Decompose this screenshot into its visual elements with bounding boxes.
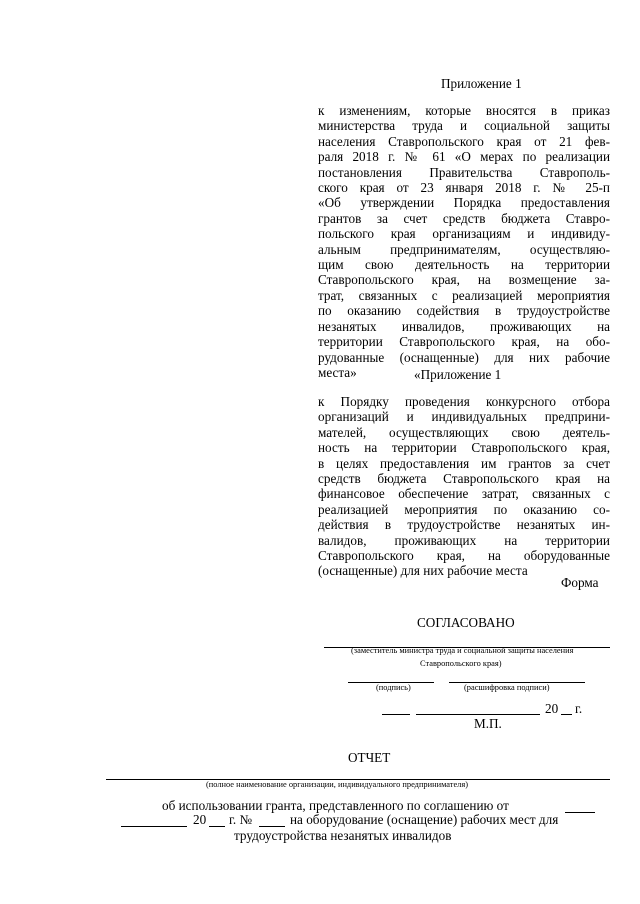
appendix1-order-heading: «Приложение 1 <box>414 367 502 382</box>
appendix1-order-line: мателей, осуществляющих свою деятель- <box>318 424 610 440</box>
appendix1-heading: Приложение 1 <box>441 76 522 91</box>
appendix1-line: польского края организациям и индивиду- <box>318 226 610 242</box>
approval-title: СОГЛАСОВАНО <box>417 615 515 630</box>
approval-decode-caption: (расшифровка подписи) <box>464 683 550 692</box>
approval-date-year: 20 <box>545 701 559 716</box>
appendix1-order-line: ность на территории Ставропольского края, <box>318 440 610 456</box>
appendix1-body <box>318 103 610 380</box>
appendix1-line: трат, связанных с реализацией мероприятия <box>318 287 610 303</box>
report-agreement-number-line <box>259 826 285 827</box>
report-line2-rest: на оборудование (оснащение) рабочих мест для <box>290 812 559 827</box>
approval-position-caption: Ставропольского края) <box>420 659 502 668</box>
approval-stamp: М.П. <box>474 716 502 731</box>
appendix1-line: по оказанию содействия в трудоустройстве <box>318 303 610 319</box>
appendix1-order-line: организаций и индивидуальных предприни- <box>318 409 610 425</box>
appendix1-order-line: в целях предоставления им грантов за счет <box>318 455 610 471</box>
report-agreement-year-line <box>209 826 225 827</box>
approval-date-day-line <box>382 714 410 715</box>
appendix1-order-line: действия в трудоустройстве незанятых ин- <box>318 517 610 533</box>
approval-position-caption: (заместитель министра труда и социальной защиты населения <box>351 646 574 655</box>
approval-date-year-line <box>561 714 572 715</box>
appendix1-order-line: (оснащенные) для них рабочие места <box>318 563 528 579</box>
report-line3-text: трудоустройства незанятых инвалидов <box>234 828 452 843</box>
appendix1-line: рудованные (оснащенные) для них рабочие <box>318 349 610 365</box>
appendix1-order-line: валидов, проживающих на территории <box>318 532 610 548</box>
appendix1-line: «Об утверждении Порядка предоставления <box>318 195 610 211</box>
appendix1-order-line: финансовое обеспечение затрат, связанных с <box>318 486 610 502</box>
report-agreement-date-line <box>565 812 595 813</box>
appendix1-line: министерства труда и социальной защиты <box>318 118 610 134</box>
report-line2-year: 20 <box>193 812 207 827</box>
report-org-caption: (полное наименование организации, индивидуального предпринимателя) <box>206 780 469 789</box>
appendix1-line: места» <box>318 364 357 380</box>
report-line2-number-label: г. № <box>229 812 253 827</box>
approval-date-month-line <box>416 714 540 715</box>
appendix1-order-line: реализацией мероприятия по оказанию со- <box>318 501 610 517</box>
appendix1-line: незанятых инвалидов, проживающих на <box>318 318 610 334</box>
appendix1-line: постановления Правительства Ставрополь- <box>318 164 610 180</box>
appendix1-line: раля 2018 г. № 61 «О мерах по реализации <box>318 149 610 165</box>
appendix1-order-line: средств бюджета Ставропольского края на <box>318 471 610 487</box>
appendix1-order-line: к Порядку проведения конкурсного отбора <box>318 394 610 409</box>
appendix1-line: альным предпринимателям, осуществляю- <box>318 241 610 257</box>
appendix1-line: щим свою деятельность на территории <box>318 257 610 273</box>
appendix1-line: ского края от 23 января 2018 г. № 25-п <box>318 180 610 196</box>
report-title: ОТЧЕТ <box>348 750 391 765</box>
appendix1-line: к изменениям, которые вносятся в приказ <box>318 103 610 118</box>
form-label: Форма <box>561 575 599 590</box>
appendix1-order-body <box>318 394 610 579</box>
report-line1-text: об использовании гранта, представленного по соглашению от <box>162 798 509 813</box>
approval-signature-caption: (подпись) <box>376 683 411 692</box>
report-agreement-day-line <box>121 826 187 827</box>
appendix1-line: населения Ставропольского края от 21 фев- <box>318 133 610 149</box>
appendix1-line: территории Ставропольского края, на обо- <box>318 334 610 350</box>
appendix1-order-line: Ставропольского края, на оборудованные <box>318 548 610 564</box>
appendix1-line: Ставропольского края, на возмещение за- <box>318 272 610 288</box>
appendix1-line: грантов за счет средств бюджета Ставро- <box>318 210 610 226</box>
approval-date-suffix: г. <box>575 701 583 716</box>
